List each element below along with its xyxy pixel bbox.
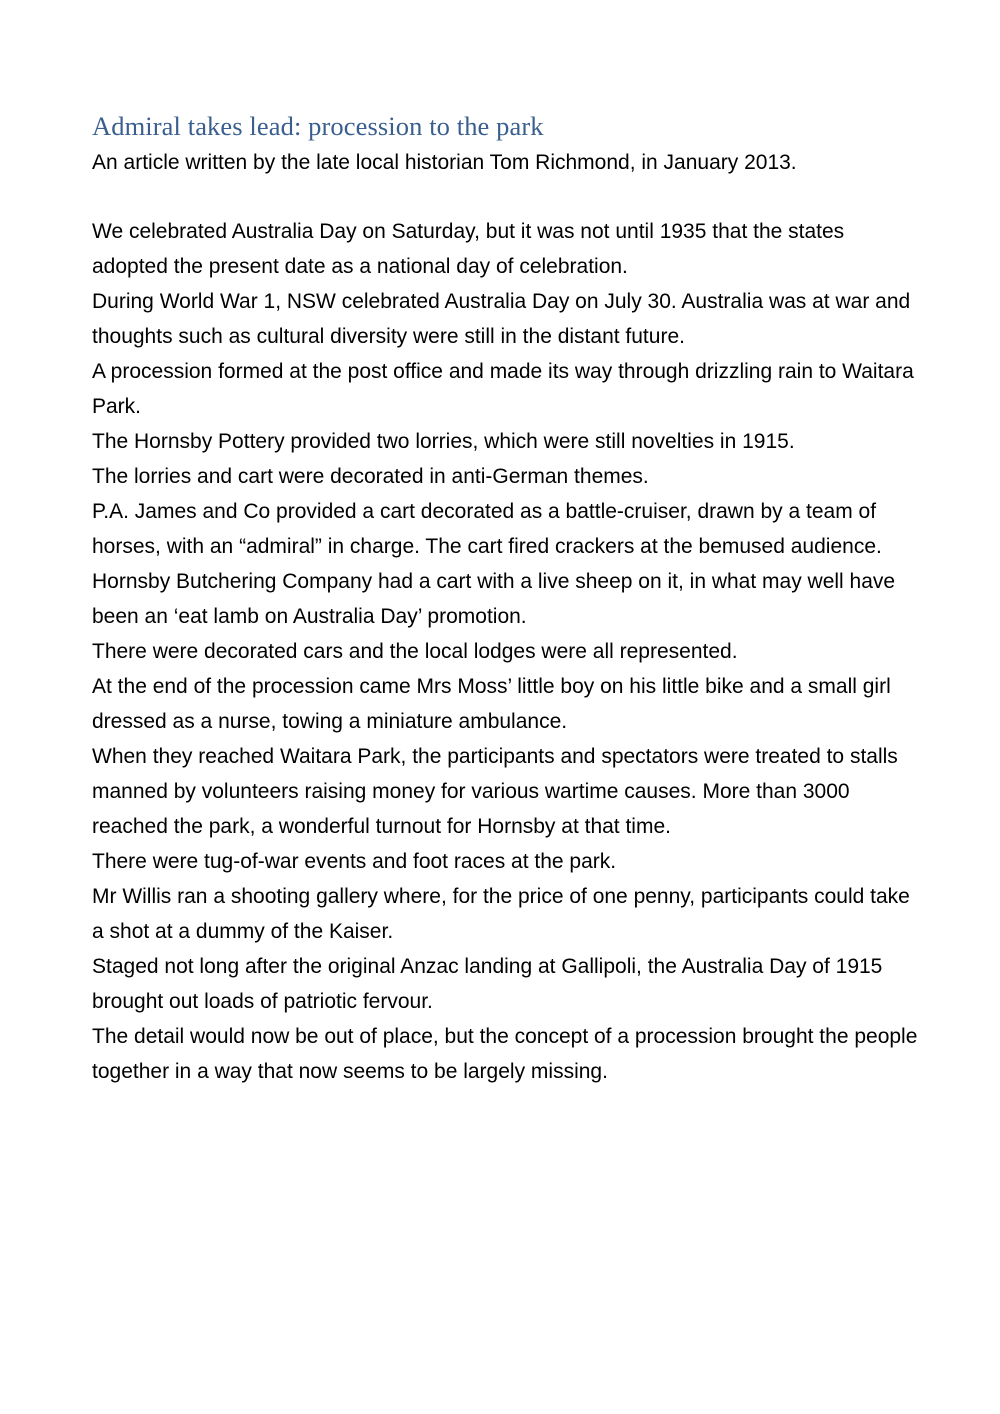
article-paragraph: Staged not long after the original Anzac landing at Gallipoli, the Australia Day of 1915 brought out loads of patriotic fervour.	[92, 955, 883, 1014]
article-paragraph: When they reached Waitara Park, the participants and spectators were treated to stalls manned by volunteers raising money for various wartime causes. More than 3000 reached the park, a wonderful turnout for Hornsby at that time.	[92, 745, 898, 839]
article-paragraph: There were tug-of-war events and foot races at the park.	[92, 850, 617, 874]
article-paragraph: At the end of the procession came Mrs Moss’ little boy on his little bike and a small girl dressed as a nurse, towing a miniature ambulance.	[92, 675, 891, 734]
document-content	[92, 110, 922, 1089]
article-paragraph: P.A. James and Co provided a cart decorated as a battle-cruiser, drawn by a team of horses, with an “admiral” in charge. The cart fired crackers at the bemused audience.	[92, 500, 882, 559]
article-paragraph: Mr Willis ran a shooting gallery where, for the price of one penny, participants could take a shot at a dummy of the Kaiser.	[92, 885, 910, 944]
article-paragraph: Hornsby Butchering Company had a cart with a live sheep on it, in what may well have been an ‘eat lamb on Australia Day’ promotion.	[92, 570, 896, 629]
article-paragraph: There were decorated cars and the local lodges were all represented.	[92, 640, 738, 664]
article-paragraph: The detail would now be out of place, but the concept of a procession brought the people together in a way that now seems to be largely missing.	[92, 1025, 918, 1084]
article-paragraph: We celebrated Australia Day on Saturday, but it was not until 1935 that the states adopted the present date as a national day of celebration.	[92, 220, 845, 279]
article-paragraph: The Hornsby Pottery provided two lorries, which were still novelties in 1915.	[92, 430, 795, 454]
article-paragraph: A procession formed at the post office and made its way through drizzling rain to Waitara Park.	[92, 360, 914, 419]
article-byline: An article written by the late local historian Tom Richmond, in January 2013.	[92, 151, 797, 175]
article-paragraph: During World War 1, NSW celebrated Australia Day on July 30. Australia was at war and thoughts such as cultural diversity were still in the distant future.	[92, 290, 911, 349]
paragraph-spacer	[92, 180, 922, 214]
article-paragraph: The lorries and cart were decorated in anti-German themes.	[92, 465, 649, 489]
page-title: Admiral takes lead: procession to the park	[92, 111, 544, 141]
article-body	[92, 214, 922, 1089]
